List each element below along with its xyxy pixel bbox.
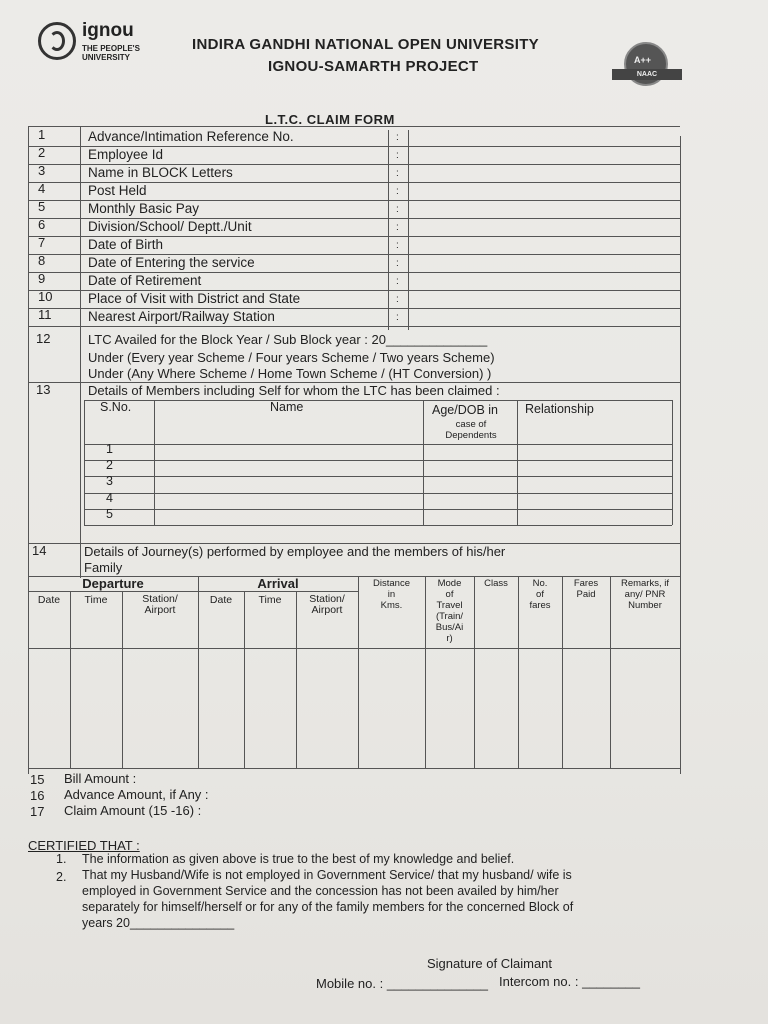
table-line [154, 400, 155, 525]
amount-label: Bill Amount : [64, 771, 137, 786]
row-divider [28, 326, 680, 327]
dep-airport-label: Airport [144, 604, 176, 616]
item-number: 4 [38, 181, 46, 196]
item13-label: Details of Members including Self for whom the LTC has been claimed : [88, 383, 500, 398]
field-value-input[interactable] [409, 273, 679, 289]
field-value-input[interactable] [409, 255, 679, 271]
cert-2-line-2: employed in Government Service and the concession has not been availed by him/her [82, 884, 559, 898]
item-number: 15 [30, 772, 45, 787]
cert-2-line-3: separately for himself/herself or for any of the family members for the concerned Block of [82, 900, 574, 914]
distance-label-2: in [387, 589, 396, 600]
member-row-divider [84, 493, 672, 494]
member-row-number: 1 [106, 442, 113, 456]
number-column-divider [80, 126, 81, 578]
item12-scheme: Under (Every year Scheme / Four years Scheme / Two years Scheme) [88, 350, 495, 365]
field-label: Place of Visit with District and State [88, 291, 301, 306]
distance-label-1: Distance [373, 578, 410, 589]
amount-label: Advance Amount, if Any : [64, 787, 209, 802]
field-colon: : [396, 222, 399, 233]
fares-paid-label-2: Paid [576, 589, 596, 600]
item-number: 11 [38, 307, 52, 322]
item-number: 2 [38, 145, 46, 160]
mode-label-1: Mode [437, 578, 462, 589]
mode-label-3: Travel [436, 600, 463, 611]
member-row-divider [84, 460, 672, 461]
item14-family: Family [84, 560, 123, 575]
item-number: 7 [38, 235, 46, 250]
table-line [84, 400, 672, 401]
item-number: 8 [38, 253, 46, 268]
table-line [296, 591, 297, 768]
field-colon: : [396, 276, 399, 287]
intercom-number-field[interactable]: Intercom no. : ________ [499, 974, 640, 989]
member-row-number: 3 [106, 474, 113, 489]
table-line [84, 400, 85, 525]
header-age-sub [428, 419, 514, 441]
field-colon: : [396, 258, 399, 269]
field-colon: : [396, 240, 399, 251]
arr-station-label: Station/ [309, 593, 345, 605]
university-title: INDIRA GANDHI NATIONAL OPEN UNIVERSITY [192, 36, 539, 53]
field-label: Nearest Airport/Railway Station [88, 309, 275, 324]
dep-date-header: Date [37, 594, 61, 606]
field-value-input[interactable] [409, 129, 679, 145]
item-number: 14 [32, 543, 47, 558]
field-colon: : [396, 312, 399, 323]
item-number: 9 [38, 271, 46, 286]
table-line [423, 400, 424, 525]
field-label: Post Held [88, 183, 147, 198]
item-number: 5 [38, 199, 46, 214]
ignou-logo [38, 20, 153, 70]
colon-column-divider [388, 130, 389, 330]
item-number: 12 [36, 331, 51, 346]
mode-label-5: Bus/Ai [435, 622, 464, 633]
field-label: Employee Id [88, 147, 164, 162]
table-line [84, 444, 672, 445]
departure-header: Departure [82, 576, 144, 591]
field-colon: : [396, 132, 399, 143]
table-line [244, 591, 245, 768]
member-row-number: 4 [106, 490, 113, 505]
dep-station-header [122, 594, 198, 616]
class-header: Class [484, 578, 508, 589]
item-number: 16 [30, 788, 45, 803]
field-label: Date of Entering the service [88, 255, 255, 270]
member-row-number: 5 [106, 506, 113, 521]
remarks-label-2: any/ PNR [624, 589, 666, 600]
form-title: L.T.C. CLAIM FORM [265, 112, 395, 127]
field-value-input[interactable] [409, 183, 679, 199]
arr-station-header [296, 594, 358, 616]
naac-badge [612, 42, 682, 88]
header-relationship: Relationship [525, 402, 594, 416]
table-line [28, 591, 358, 592]
item12-block-year: LTC Availed for the Block Year / Sub Block year : 20______________ [88, 332, 488, 347]
field-label: Monthly Basic Pay [88, 201, 200, 216]
item-number: 10 [38, 289, 53, 304]
cert-2-line-1: That my Husband/Wife is not employed in Government Service/ that my husband/ wife is [82, 868, 572, 882]
table-line [122, 591, 123, 768]
arr-airport-label: Airport [311, 604, 343, 616]
field-colon: : [396, 150, 399, 161]
fares-label-3: fares [529, 600, 551, 611]
field-colon: : [396, 204, 399, 215]
fares-paid-label-1: Fares [573, 578, 599, 589]
ignou-logo-icon [38, 22, 76, 60]
field-label: Advance/Intimation Reference No. [88, 129, 294, 144]
fares-paid-header [562, 578, 610, 600]
no-of-fares-header [518, 578, 562, 611]
field-colon: : [396, 186, 399, 197]
remarks-label-3: Number [628, 600, 662, 611]
cert-1-number: 1. [56, 852, 67, 866]
amount-label: Claim Amount (15 -16) : [64, 803, 202, 818]
table-top-border [28, 126, 680, 127]
arrival-header: Arrival [257, 576, 299, 591]
field-colon: : [396, 168, 399, 179]
logo-tagline-1: THE PEOPLE'S [82, 44, 140, 53]
logo-name: ignou [82, 20, 134, 41]
table-line [70, 591, 71, 768]
arr-time-header: Time [258, 594, 282, 606]
cert-1-text: The information as given above is true to the best of my knowledge and belief. [82, 852, 515, 866]
member-row-divider [84, 476, 672, 477]
logo-tagline [82, 44, 140, 62]
table-line [28, 768, 680, 769]
item14-label: Details of Journey(s) performed by employee and the members of his/her [84, 544, 506, 559]
field-value-input[interactable] [409, 219, 679, 235]
cert-2-number: 2. [56, 870, 67, 884]
field-value-input[interactable] [409, 309, 679, 325]
mode-label-4: (Train/ [435, 611, 464, 622]
mobile-number-field[interactable]: Mobile no. : ______________ [316, 976, 489, 991]
remarks-label-1: Remarks, if [620, 578, 670, 589]
member-row-divider [84, 509, 672, 510]
fares-label-2: of [536, 589, 544, 600]
field-value-input[interactable] [409, 291, 679, 307]
item-number: 6 [38, 217, 46, 232]
arr-date-header: Date [209, 594, 233, 606]
field-label: Date of Retirement [88, 273, 202, 288]
item-number: 17 [30, 804, 45, 819]
item12-hometown: Under (Any Where Scheme / Home Town Scheme / (HT Conversion) ) [88, 366, 492, 381]
field-colon: : [396, 294, 399, 305]
dep-station-label: Station/ [142, 593, 178, 605]
member-row-number: 2 [106, 458, 113, 473]
age-sub-2: Dependents [445, 430, 497, 441]
remarks-header [610, 578, 680, 611]
mode-label-2: of [445, 589, 454, 600]
field-value-input[interactable] [409, 237, 679, 253]
item-number: 13 [36, 382, 51, 397]
table-line [84, 525, 672, 526]
project-title: IGNOU-SAMARTH PROJECT [268, 58, 479, 75]
header-name: Name [270, 400, 304, 414]
field-value-input[interactable] [409, 201, 679, 217]
distance-label-3: Kms. [380, 600, 403, 611]
field-label: Date of Birth [88, 237, 164, 252]
table-border-right [680, 136, 681, 774]
table-line [474, 576, 475, 768]
mode-header [425, 578, 474, 644]
field-value-input[interactable] [409, 165, 679, 181]
signature-of-claimant: Signature of Claimant [427, 956, 553, 971]
logo-tagline-2: UNIVERSITY [82, 53, 131, 62]
table-line [28, 648, 680, 649]
mode-label-6: r) [446, 633, 453, 644]
age-sub-1: case of [455, 419, 487, 430]
field-value-input[interactable] [409, 147, 679, 163]
header-age-dob: Age/DOB in [432, 403, 499, 417]
table-border-left [28, 126, 29, 774]
naac-grade: A++ [634, 55, 652, 65]
distance-header [358, 578, 425, 611]
item-number: 1 [38, 127, 46, 142]
header-sno: S.No. [100, 400, 132, 414]
table-line [672, 400, 673, 525]
dep-time-header: Time [84, 594, 108, 606]
fares-label-1: No. [532, 578, 548, 589]
naac-label: NAAC [612, 69, 682, 80]
table-line [517, 400, 518, 525]
field-label: Name in BLOCK Letters [88, 165, 233, 180]
field-label: Division/School/ Deptt./Unit [88, 219, 252, 234]
table-line [562, 576, 563, 768]
cert-2-line-4: years 20_______________ [82, 916, 235, 930]
certified-heading: CERTIFIED THAT : [28, 838, 140, 853]
item-number: 3 [38, 163, 46, 178]
